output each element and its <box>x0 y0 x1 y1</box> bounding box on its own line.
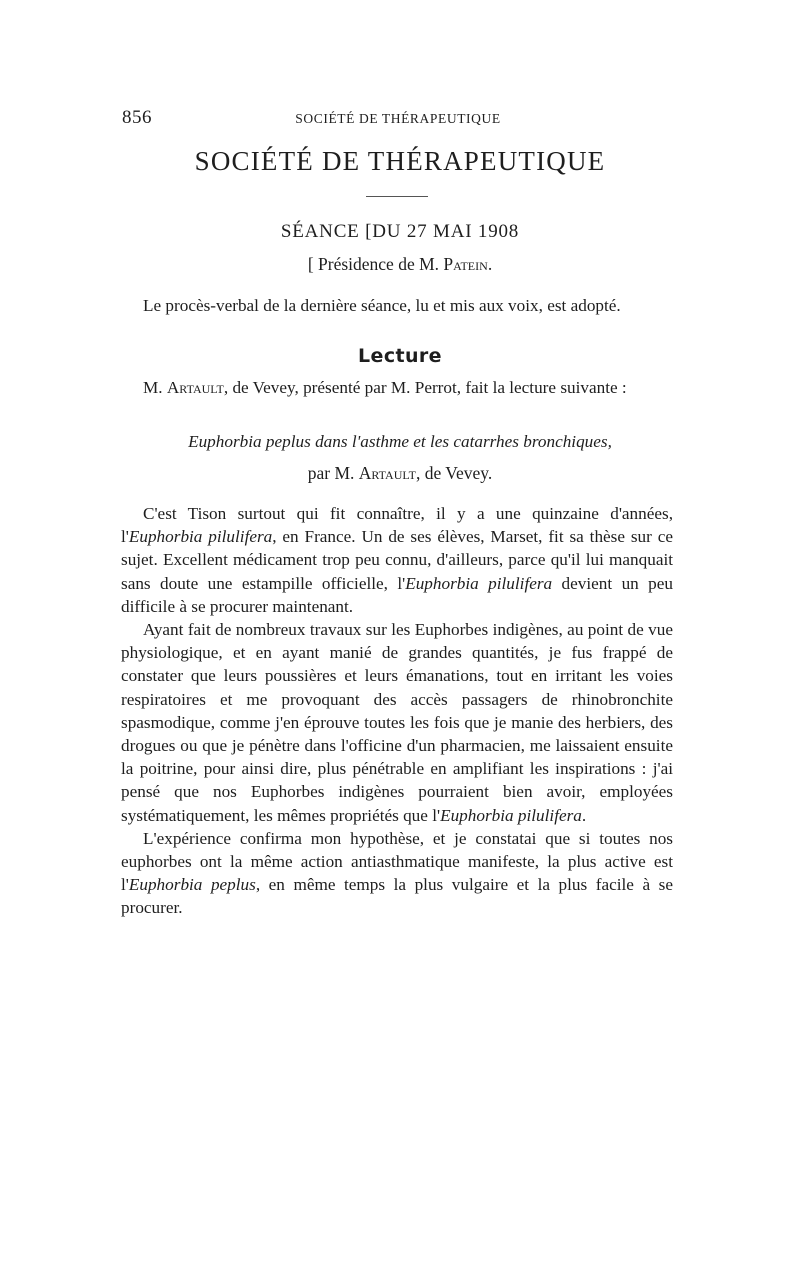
paragraph-1 <box>121 502 673 618</box>
running-header <box>122 107 674 131</box>
president-name: Patein <box>443 254 488 274</box>
work-author-name: Artault <box>358 463 416 483</box>
session-heading: SÉANCE [DU 27 MAI 1908 <box>280 221 520 242</box>
intro-prefix: M. <box>143 378 167 397</box>
work-author-prefix: par M. <box>307 463 359 483</box>
work-author <box>0 463 800 484</box>
work-author-suffix: , de Vevey. <box>415 463 493 483</box>
page-number: 856 <box>122 107 152 128</box>
proces-verbal-paragraph <box>121 294 673 317</box>
title-rule <box>366 196 428 197</box>
proces-verbal-text: Le procès-verbal de la dernière séance, lu et mis aux voix, est adopté. <box>143 296 621 315</box>
intro-suffix: , de Vevey, présenté par M. Perrot, fait la lecture suivante : <box>223 378 627 397</box>
work-title: Euphorbia peplus dans l'asthme et les catarrhes bronchiques, <box>188 432 612 451</box>
paragraph-1-text-b: , en France. Un de ses élèves, Marset, fit sa thèse sur ce sujet. Excellent médicament trop peu connu, d'ailleurs, parce qu'il lui manquait sans doute une estampille officielle, l' <box>121 527 673 593</box>
paragraph-1-text-a: C'est Tison surtout qui fit connaître, il y a une quinzaine d'années, l' <box>121 504 673 547</box>
intro-text <box>121 376 673 399</box>
presidence-suffix: . <box>487 254 493 274</box>
presidence-line <box>0 254 800 275</box>
paragraph-2-italic-1: Euphorbia pilulifera <box>440 805 582 825</box>
paragraph-2 <box>121 618 673 827</box>
presidence-prefix: [ Présidence de M. <box>307 254 444 274</box>
journal-title: SOCIÉTÉ DE THÉRAPEUTIQUE <box>194 146 606 176</box>
speaker-name: Artault <box>166 378 224 397</box>
paragraph-3 <box>121 827 673 920</box>
section-heading: Lecture <box>358 345 442 367</box>
paragraph-1-italic-1: Euphorbia pilulifera <box>128 527 273 547</box>
running-title: SOCIÉTÉ DE THÉRAPEUTIQUE <box>295 111 501 126</box>
article-body <box>121 502 673 920</box>
paragraph-3-text-b: , en même temps la plus vulgaire et la plus facile à se procurer. <box>121 875 673 918</box>
paragraph-2-text-a: Ayant fait de nombreux travaux sur les Euphorbes indigènes, au point de vue physiologique, et en ayant manié de grandes quantités, je fus frappé de constater que leurs poussières et leurs émanations, tout en irritant les voies respiratoires et me provoquant des accès passagers de rhinobronchite spasmodique, comme j'en éprouve toutes les fois que je manie des herbiers, des drogues ou que je pénètre dans l'officine d'un pharmacien, me laissaient ensuite la poitrine, pour ainsi dire, plus pénétrable en amplifiant les inspirations : j'ai pensé que nos Euphorbes indigènes pourraient bien avoir, employées systématiquement, les mêmes propriétés que l' <box>121 620 673 825</box>
intro-paragraph <box>121 376 673 399</box>
paragraph-3-text-a: L'expérience confirma mon hypothèse, et je constatai que si toutes nos euphorbes ont la même action antiasthmatique manifeste, la plus active est l' <box>121 828 673 895</box>
paragraph-3-italic-1: Euphorbia peplus <box>128 875 256 895</box>
paragraph-1-italic-2: Euphorbia pilulifera <box>405 573 553 593</box>
paragraph-2-text-b: . <box>581 805 587 825</box>
paragraph-1-text-c: devient un peu difficile à se procurer maintenant. <box>121 573 673 616</box>
